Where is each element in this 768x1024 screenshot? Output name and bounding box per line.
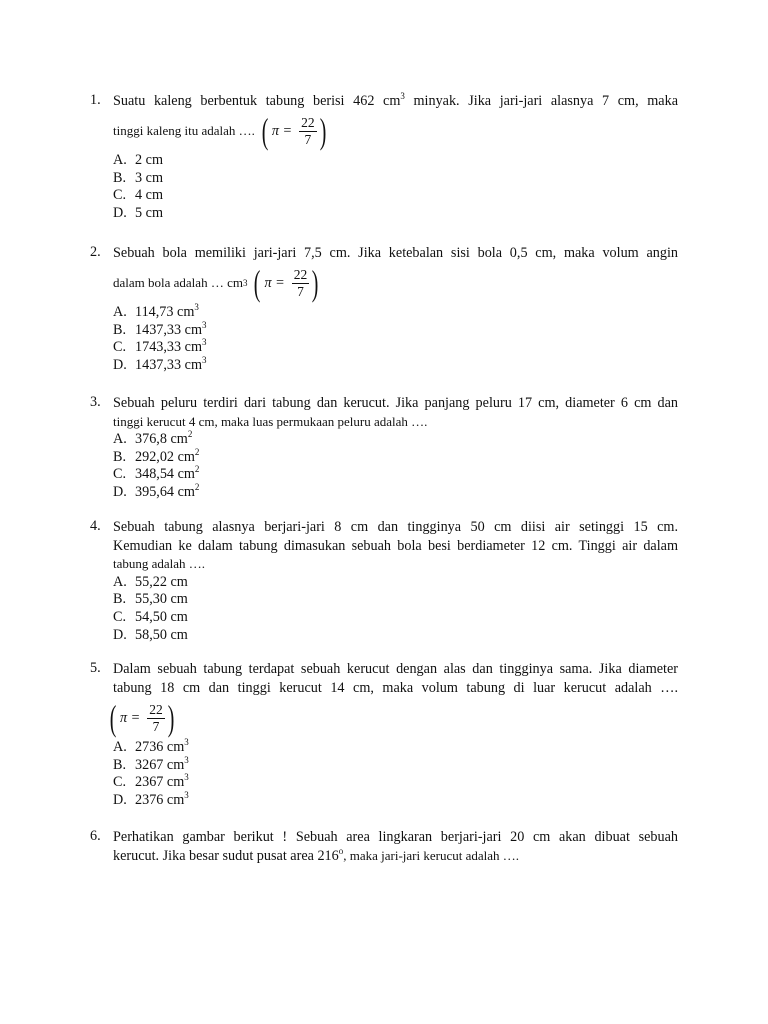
question-2 <box>90 244 678 380</box>
answer-option[interactable]: C. 2367 $cm^3$ <box>113 772 189 791</box>
answer-option[interactable]: C. 54,50 cm <box>113 608 188 625</box>
answer-options <box>113 431 678 502</box>
answer-options <box>113 739 678 810</box>
pi-formula: ( π = $\frac{22}{7}$ ) <box>254 263 319 303</box>
answer-option[interactable]: A. 114,73 $cm^3$ <box>113 302 199 320</box>
question-text-line: kerucut. Jika besar sudut pusat area 216$^o$, maka jari-jari kerucut adalah …. <box>113 845 520 864</box>
answer-option[interactable]: D. 58,50 cm <box>113 626 188 643</box>
answer-option[interactable]: D. 2376 $cm^3$ <box>113 790 189 809</box>
question-number: 2. <box>90 244 101 260</box>
question-text-line: tinggi kaleng itu adalah …. ( π = $\frac{22}{7}$ ) <box>113 109 678 153</box>
question-5 <box>90 660 678 812</box>
answer-option[interactable]: D. 395,64 $cm^2$ <box>113 482 200 501</box>
answer-option[interactable]: A. 2736 $cm^3$ <box>113 737 189 755</box>
question-text-line: Kemudian ke dalam tabung dimasukan sebuah bola besi berdiameter 12 cm. Tinggi air dalam <box>113 537 678 554</box>
answer-options <box>113 574 678 645</box>
question-text-line: Suatu kaleng berbentuk tabung berisi 462 $cm^3$ minyak. Jika jari-jari alasnya 7 cm, maka <box>113 91 678 109</box>
answer-option[interactable]: A. 2 cm <box>113 152 163 168</box>
question-number: 4. <box>90 518 101 534</box>
question-text-line: tabung 18 cm dan tinggi kerucut 14 cm, maka volum tabung di luar kerucut adalah …. <box>113 679 678 696</box>
answer-option[interactable]: B. 3267 $cm^3$ <box>113 754 189 773</box>
answer-option[interactable]: B. 1437,33 $cm^3$ <box>113 319 207 338</box>
question-text-line: tinggi kerucut 4 cm, maka luas permukaan peluru adalah …. <box>113 413 428 429</box>
question-1 <box>90 92 678 228</box>
question-number: 3. <box>90 394 101 410</box>
answer-options <box>113 304 678 375</box>
question-number: 1. <box>90 92 101 108</box>
question-text-line: tabung adalah …. <box>113 556 206 571</box>
question-number: 6. <box>90 828 101 844</box>
question-text-line: Sebuah tabung alasnya berjari-jari 8 cm dan tingginya 50 cm diisi air setinggi 15 cm. <box>113 519 678 535</box>
question-text-line: dalam bola adalah … cm 3 ( π = $\frac{22}{7}$ ) <box>113 261 678 305</box>
answer-option[interactable]: B. 3 cm <box>113 169 163 186</box>
answer-options <box>113 152 678 223</box>
question-6 <box>90 828 678 872</box>
question-3 <box>90 394 678 504</box>
answer-option[interactable]: B. 292,02 $cm^2$ <box>113 446 200 465</box>
pi-formula: ( π = $\frac{22}{7}$ ) <box>109 698 175 738</box>
answer-option[interactable]: D. 1437,33 $cm^3$ <box>113 355 207 374</box>
answer-option[interactable]: C. 4 cm <box>113 187 163 204</box>
answer-option[interactable]: C. 348,54 $cm^2$ <box>113 464 200 483</box>
answer-option[interactable]: A. 55,22 cm <box>113 573 188 590</box>
question-text-line <box>107 697 678 739</box>
question-text-line: Sebuah bola memiliki jari-jari 7,5 cm. Jika ketebalan sisi bola 0,5 cm, maka volum angin <box>113 245 678 261</box>
question-4 <box>90 518 678 646</box>
answer-option[interactable]: A. 376,8 $cm^2$ <box>113 429 193 447</box>
question-text-line: Sebuah peluru terdiri dari tabung dan kerucut. Jika panjang peluru 17 cm, diameter 6 cm dan <box>113 395 678 411</box>
question-text-line: Perhatikan gambar berikut ! Sebuah area lingkaran berjari-jari 20 cm akan dibuat sebuah <box>113 829 678 845</box>
pi-formula: ( π = $\frac{22}{7}$ ) <box>261 111 326 151</box>
answer-option[interactable]: C. 1743,33 $cm^3$ <box>113 337 207 356</box>
answer-option[interactable]: B. 55,30 cm <box>113 591 188 608</box>
question-text-line: Dalam sebuah tabung terdapat sebuah kerucut dengan alas dan tingginya sama. Jika diameter <box>113 661 678 677</box>
answer-option[interactable]: D. 5 cm <box>113 205 163 222</box>
question-number: 5. <box>90 660 101 676</box>
